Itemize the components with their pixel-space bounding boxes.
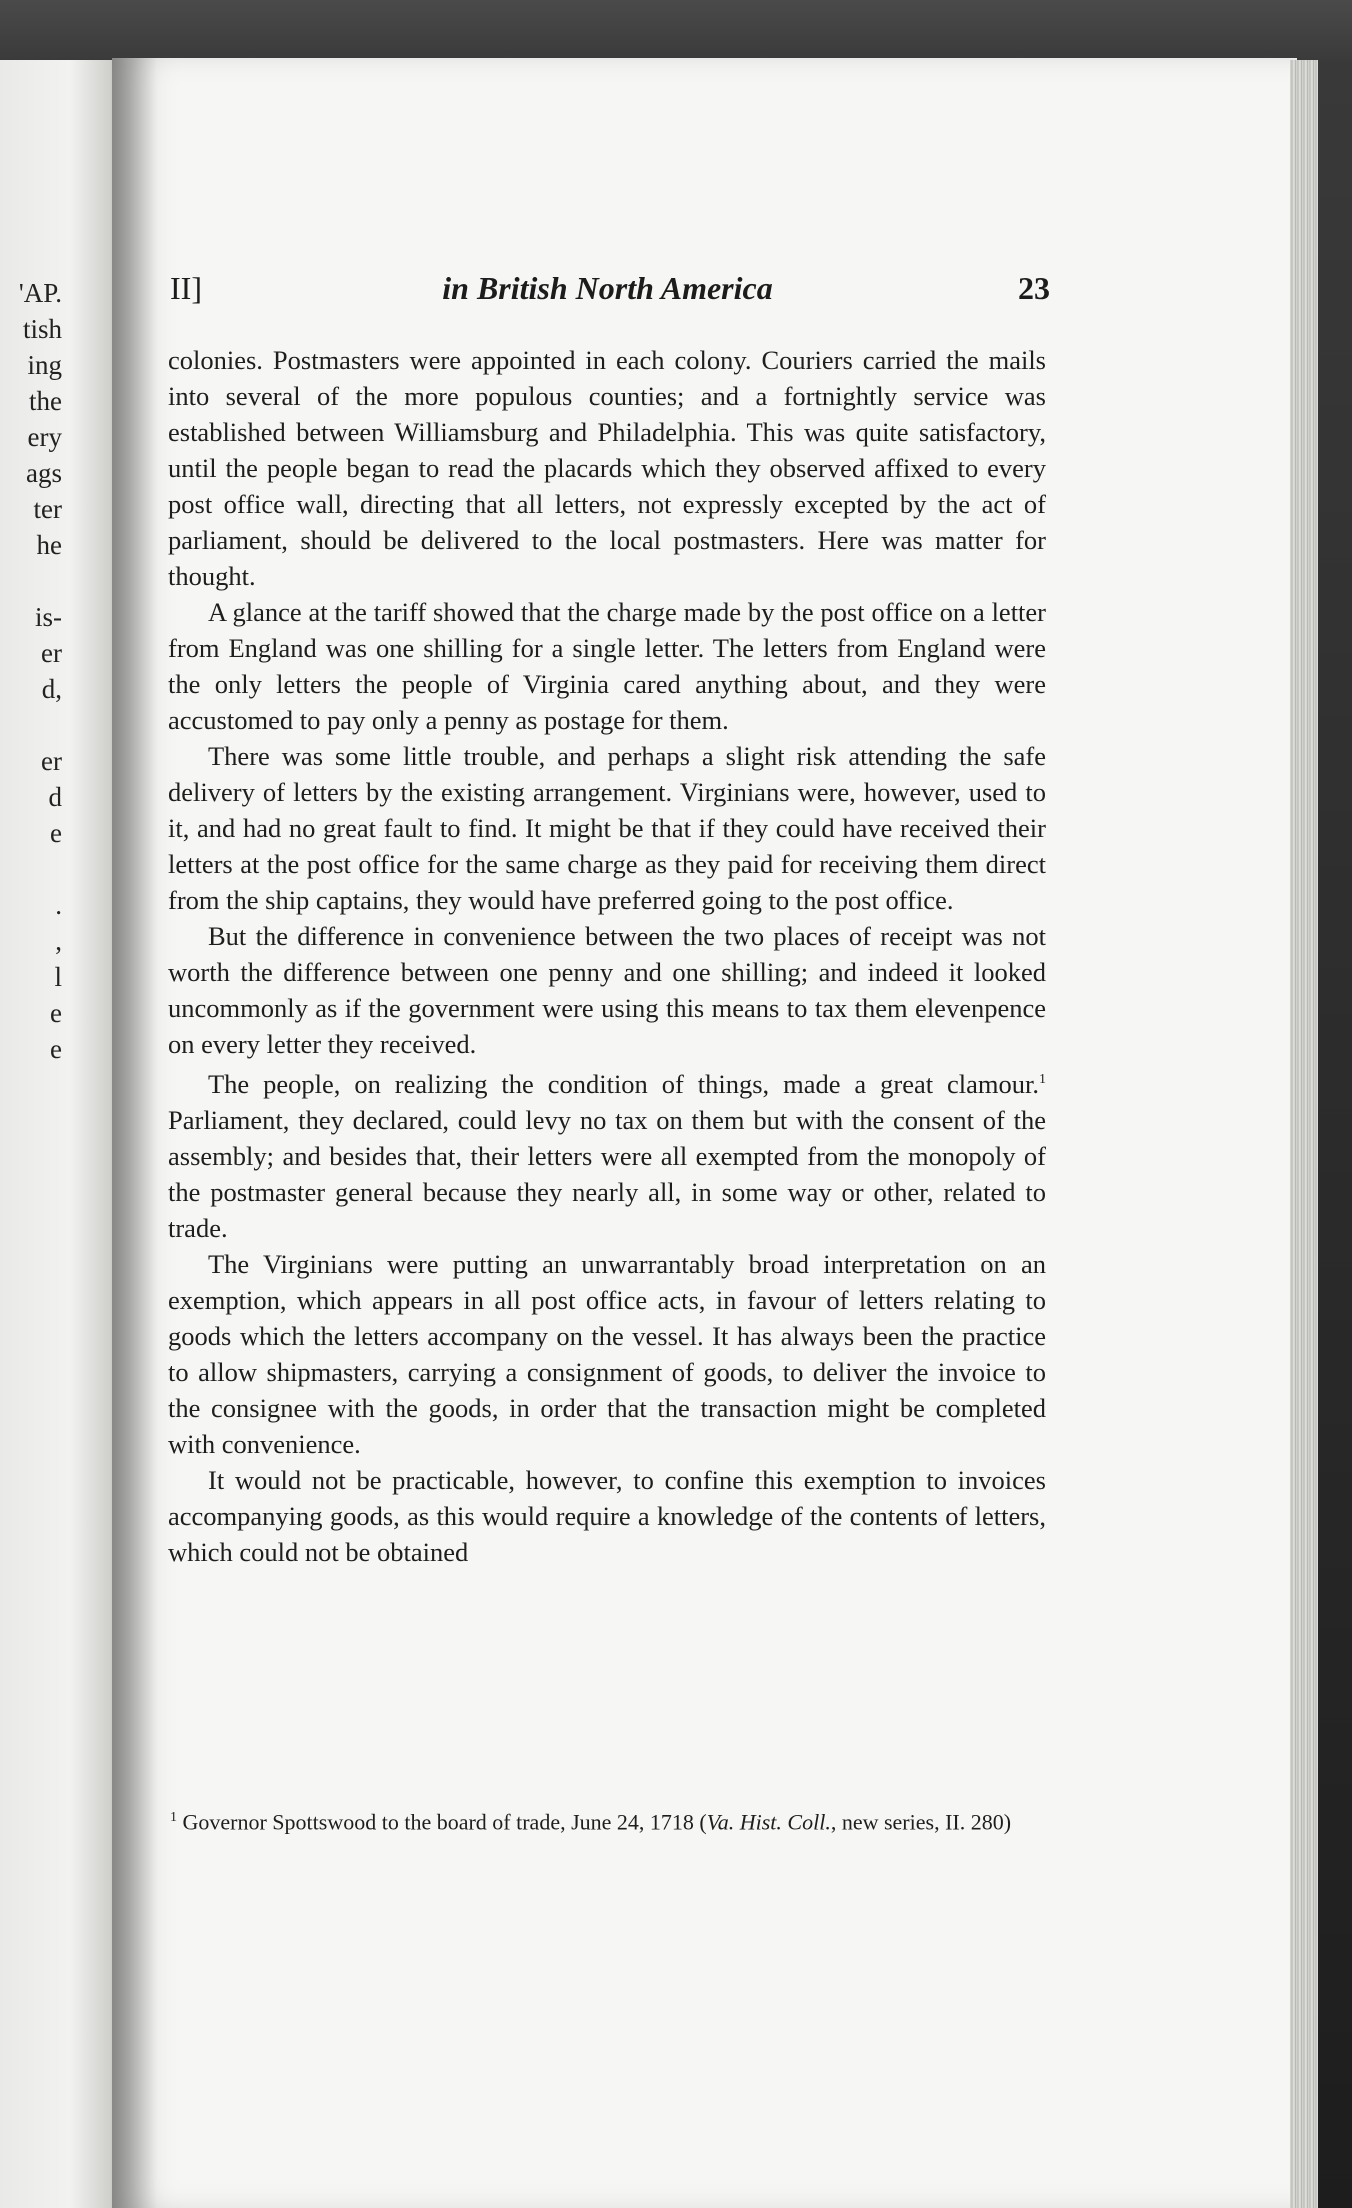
scan-background: [0, 0, 1352, 62]
previous-page-fragment: [0, 563, 70, 599]
previous-page-fragment: er: [41, 638, 62, 668]
previous-page-fragment: d: [48, 782, 62, 812]
previous-page-fragment: he: [36, 530, 62, 560]
previous-page-fragment: ags: [26, 458, 62, 488]
chapter-number: II]: [170, 270, 202, 306]
previous-page-fragment: 'AP.: [18, 278, 62, 308]
footnote-text: , new series, II. 280): [830, 1809, 1012, 1835]
previous-page-text-fragments: [0, 275, 70, 1067]
running-header: [165, 270, 1050, 310]
previous-page-fragment: e: [50, 818, 62, 848]
footnote-text: Governor Spottswood to the board of trade, June 24, 1718 (: [182, 1809, 707, 1835]
previous-page-fragment: ing: [27, 350, 62, 380]
footnote-citation: Va. Hist. Coll.: [706, 1809, 831, 1835]
paragraph: But the difference in convenience between the two places of receipt was not worth the difference between one penny and one shilling; and indeed it looked uncommonly as if the government were using this means to tax them elevenpence on every letter they received.: [168, 921, 1046, 1059]
running-title: in British North America: [442, 270, 773, 306]
previous-page-fragment: d,: [41, 674, 62, 704]
previous-page-fragment: the: [29, 386, 62, 416]
previous-page-fragment: ery: [27, 422, 62, 452]
previous-page-fragment: l: [54, 962, 62, 992]
paragraph: It would not be practicable, however, to confine this exemption to invoices accompanying goods, as this would require a knowledge of the contents of letters, which could not be obtained: [168, 1464, 1046, 1567]
previous-page-fragment: tish: [22, 314, 62, 344]
page-number: 23: [1018, 270, 1050, 306]
previous-page-fragment: .: [55, 890, 62, 920]
gutter-shadow: [112, 58, 157, 2208]
paragraph: colonies. Postmasters were appointed in each colony. Couriers carried the mails into several of the more populous counties; and a fortnightly service was established between Williamsburg and Philadelphia. This was quite satisfactory, until the people began to read the placards which they observed affixed to every post office wall, directing that all letters, not expressly excepted by the act of parliament, should be delivered to the local postmasters. Here was matter for thought.: [168, 345, 1046, 591]
previous-page-fragment: ter: [33, 494, 62, 524]
footnote-reference: 1: [1039, 1072, 1046, 1087]
paragraph-text: The people, on realizing the condition of things, made a great clamour.: [208, 1068, 1039, 1099]
footnote: [150, 1805, 1050, 1835]
previous-page-fragment: e: [50, 998, 62, 1028]
paragraph: The Virginians were putting an unwarrantably broad interpretation on an exemption, which appears in all post office acts, in favour of letters relating to goods which the letters accompany on the vessel. It has always been the practice to allow shipmasters, carrying a consignment of goods, to deliver the invoice to the consignee with the goods, in order that the transaction might be completed with convenience.: [168, 1248, 1046, 1459]
previous-page-edge: [0, 60, 130, 2208]
page-body: [168, 342, 1046, 1570]
previous-page-fragment: [0, 851, 70, 887]
previous-page-fragment: [0, 707, 70, 743]
previous-page-fragment: ,: [55, 926, 62, 956]
footnote-mark: 1: [170, 1810, 177, 1825]
previous-page-fragment: e: [50, 1034, 62, 1064]
previous-page-fragment: er: [41, 746, 62, 776]
paragraph: A glance at the tariff showed that the charge made by the post office on a letter from England was one shilling for a single letter. The letters from England were the only letters the people of Virginia cared anything about, and they were accustomed to pay only a penny as postage for them.: [168, 597, 1046, 735]
previous-page-fragment: is-: [35, 602, 62, 632]
page-stack-edge: [1290, 60, 1318, 2208]
paragraph-text: Parliament, they declared, could levy no tax on them but with the consent of the assembly; and besides that, their letters were all exempted from the monopoly of the postmaster general because they nearly all, in some way or other, related to trade.: [168, 1104, 1046, 1243]
paragraph: [168, 1062, 1046, 1246]
paragraph: There was some little trouble, and perhaps a slight risk attending the safe delivery of letters by the existing arrangement. Virginians were, however, used to it, and had no great fault to find. It might be that if they could have received their letters at the post office for the same charge as they paid for receiving them direct from the ship captains, they would have preferred going to the post office.: [168, 741, 1046, 915]
